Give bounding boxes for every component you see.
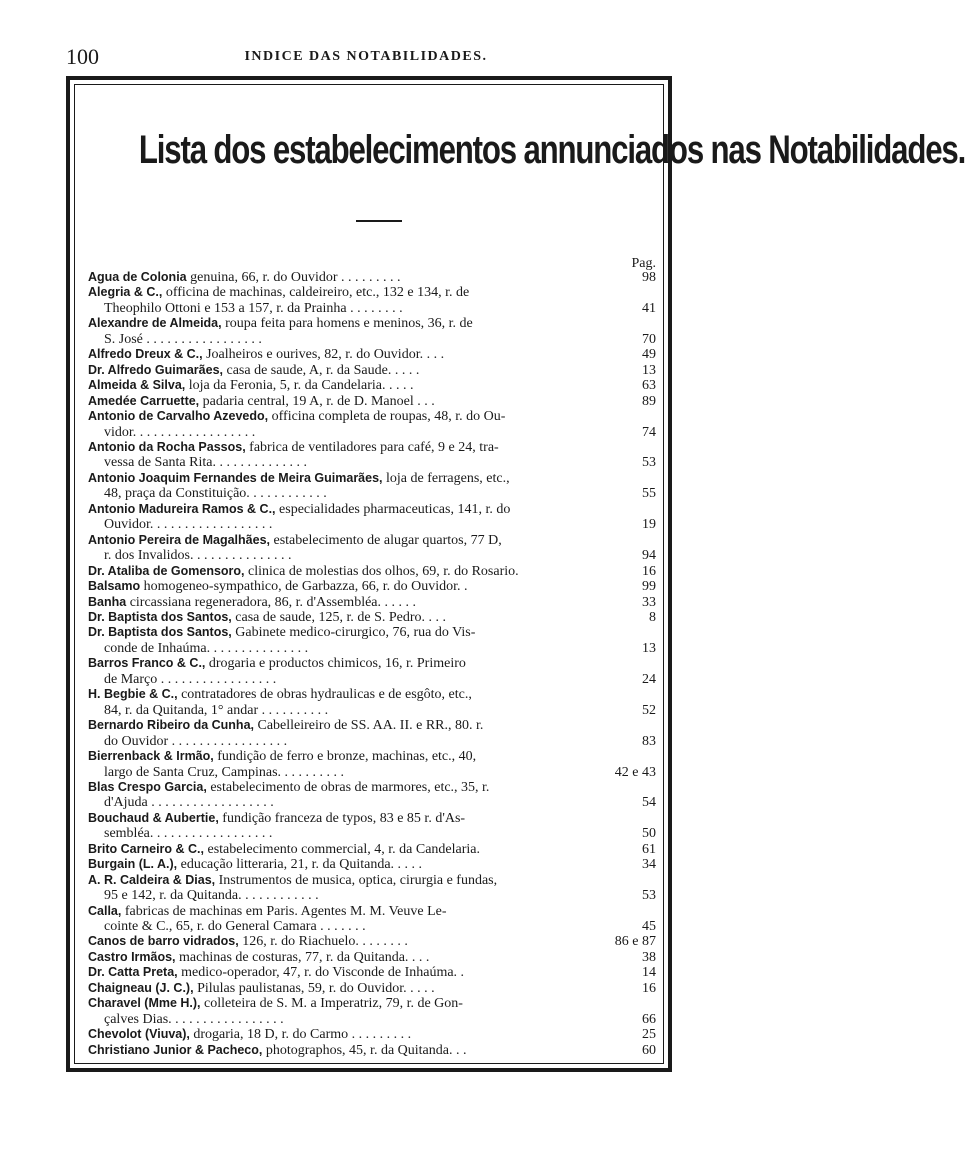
entry-name: Bouchaud & Aubertie, [88,810,219,825]
entry-name: Christiano Junior & Pacheco, [88,1042,263,1057]
index-entry [88,533,656,564]
entry-description: vessa de Santa Rita. . . . . . . . . . . . . . [104,455,307,471]
entry-line [88,780,632,795]
entry-page-number: 86 e 87 [614,934,656,950]
index-entry [88,687,656,718]
entry-text [88,842,642,857]
entry-name: Antonio da Rocha Passos, [88,439,246,454]
index-entry [88,502,656,533]
entry-line [88,888,632,903]
entry-description: loja da Feronia, 5, r. da Candelaria. . . . . [188,378,414,394]
entry-page-number: 94 [642,548,656,564]
entry-name: Bernardo Ribeiro da Cunha, [88,718,254,733]
entry-page-number: 66 [642,1011,656,1027]
entry-name: Alegria & C., [88,285,163,300]
entry-description: r. dos Invalidos. . . . . . . . . . . . . . . [104,548,292,564]
entry-text [88,363,642,378]
entry-description: 84, r. da Quitanda, 1° andar . . . . . . . . . . [104,702,329,718]
entry-description: Cabelleireiro de SS. AA. II. e RR., 80. r. [257,718,484,734]
entry-text [88,780,642,811]
entry-page-number: 55 [642,486,656,502]
index-entry [88,718,656,749]
entry-line [88,749,605,764]
entry-page-number: 16 [642,563,656,579]
entry-text [88,378,642,393]
list-title: Lista dos estabelecimentos annunciados nas Notabilidades. [138,128,965,172]
entry-name: A. R. Caldeira & Dias, [88,872,216,887]
entry-line [88,703,632,718]
entry-description: contratadores de obras hydraulicas e de esgôto, etc., [181,687,472,703]
entry-page-number: 49 [642,347,656,363]
entry-description: roupa feita para homens e meninos, 36, r. de [225,316,473,332]
entry-name: Almeida & Silva, [88,378,186,393]
entry-description: fundição franceza de typos, 83 e 85 r. d'As- [222,810,466,826]
entry-text [88,502,642,533]
index-entry [88,363,656,378]
entry-line [88,965,632,980]
entry-line [88,595,632,610]
entry-line [88,996,632,1011]
entry-description: S. José . . . . . . . . . . . . . . . . . [104,331,262,347]
entry-text [88,533,642,564]
entry-description: çalves Dias. . . . . . . . . . . . . . . . . [104,1011,284,1027]
entry-line [88,363,632,378]
entry-page-number: 38 [642,949,656,965]
entry-name: Bierrenback & Irmão, [88,749,214,764]
entry-name: Antonio Pereira de Magalhães, [88,532,270,547]
entry-line [88,440,632,455]
entry-name: Antonio de Carvalho Azevedo, [88,409,269,424]
entry-line [88,1012,632,1027]
entry-line [88,641,632,656]
entry-page-number: 45 [642,919,656,935]
entry-line [88,904,632,919]
entry-description: especialidades pharmaceuticas, 141, r. do [279,501,511,517]
entry-line [88,471,632,486]
entry-description: d'Ajuda . . . . . . . . . . . . . . . . . . [104,795,274,811]
entry-line [88,718,632,733]
entry-text [88,285,642,316]
index-entry [88,950,656,965]
entry-page-number: 41 [642,300,656,316]
entry-line [88,687,632,702]
entry-text [88,996,642,1027]
entry-description: photographos, 45, r. da Quitanda. . . [265,1042,467,1058]
index-entry [88,749,656,780]
entry-line [88,455,632,470]
entry-line [88,533,632,548]
entry-line [88,656,632,671]
entry-text [88,409,642,440]
entry-page-number: 53 [642,455,656,471]
entry-description: homogeneo-sympathico, de Garbazza, 66, r. do Ouvidor. . [143,579,468,595]
entry-page-number: 74 [642,424,656,440]
entry-line [88,950,632,965]
entry-text [88,965,642,980]
entry-text [88,610,649,625]
page-number: 100 [66,44,99,69]
index-entry [88,1043,656,1058]
entry-page-number: 63 [642,378,656,394]
index-entry [88,656,656,687]
entry-description: casa de saude, A, r. da Saude. . . . . [226,362,420,378]
entry-description: educação litteraria, 21, r. da Quitanda. . . . . [180,857,423,873]
entry-line [88,672,632,687]
entry-text [88,1043,642,1058]
entry-description: officina de machinas, caldeireiro, etc., 132 e 134, r. de [165,285,470,301]
entry-name: H. Begbie & C., [88,687,178,702]
entry-line [88,502,632,517]
entry-line [88,873,632,888]
entry-line [88,548,632,563]
index-entry [88,625,656,656]
index-entry [88,285,656,316]
entry-line [88,270,632,285]
entry-page-number: 24 [642,671,656,687]
entry-line [88,579,632,594]
entry-text [88,564,642,579]
entry-description: Instrumentos de musica, optica, cirurgia e fundas, [218,872,498,888]
entry-line [88,826,632,841]
entry-page-number: 19 [642,517,656,533]
entry-description: conde de Inhaúma. . . . . . . . . . . . . . . [104,640,309,656]
entry-description: Pilulas paulistanas, 59, r. do Ouvidor. . . . . [197,980,435,996]
entry-name: Chevolot (Viuva), [88,1027,190,1042]
entry-line [88,316,632,331]
entry-page-number: 99 [642,579,656,595]
index-entry [88,811,656,842]
entry-text [88,579,642,594]
title-rule [356,220,402,222]
entry-name: Banha [88,594,127,609]
entry-name: Calla, [88,903,122,918]
entry-line [88,394,632,409]
entry-text [88,656,642,687]
entry-page-number: 89 [642,393,656,409]
index-entry [88,378,656,393]
entry-name: Charavel (Mme H.), [88,996,201,1011]
running-title: INDICE DAS NOTABILIDADES. [244,49,488,64]
index-entry [88,471,656,502]
entry-name: Dr. Catta Preta, [88,965,178,980]
entry-line [88,486,632,501]
page-column-header: Pag. [631,256,656,271]
entry-name: Burgain (L. A.), [88,857,178,872]
entry-name: Dr. Alfredo Guimarães, [88,362,223,377]
entry-description: 48, praça da Constituição. . . . . . . . . . . . [104,486,327,502]
entry-page-number: 54 [642,795,656,811]
entry-description: do Ouvidor . . . . . . . . . . . . . . . . . [104,733,288,749]
entry-page-number: 60 [642,1042,656,1058]
entry-description: 126, r. do Riachuelo. . . . . . . . [242,934,408,950]
entry-text [88,471,642,502]
entry-line [88,842,632,857]
entry-text [88,749,615,780]
entry-description: officina completa de roupas, 48, r. do Ou- [271,409,506,425]
entry-text [88,440,642,471]
entry-page-number: 16 [642,980,656,996]
index-entry [88,347,656,362]
entry-description: padaria central, 19 A, r. de D. Manoel . . . [202,393,435,409]
entry-description: Joalheiros e ourives, 82, r. do Ouvidor. . . . [206,347,445,363]
entry-name: Brito Carneiro & C., [88,841,204,856]
entry-line [88,919,632,934]
entry-line [88,734,632,749]
index-entry [88,934,656,949]
entry-text [88,718,642,749]
entry-description: machinas de costuras, 77, r. da Quitanda. . . . [179,949,430,965]
index-entry [88,965,656,980]
entry-name: Barros Franco & C., [88,656,206,671]
entry-text [88,394,642,409]
entry-description: fabricas de machinas em Paris. Agentes M. M. Veuve Le- [124,903,447,919]
entry-text [88,981,642,996]
entry-line [88,1043,632,1058]
index-entry [88,316,656,347]
entry-page-number: 34 [642,857,656,873]
index-entry [88,981,656,996]
entry-description: colleteira de S. M. a Imperatriz, 79, r. de Gon- [204,996,463,1012]
index-entry [88,780,656,811]
entry-description: drogaria, 18 D, r. do Carmo . . . . . . . . . [193,1027,412,1043]
entry-text [88,1027,642,1042]
entry-description: largo de Santa Cruz, Campinas. . . . . . . . . . [104,764,345,780]
entry-line [88,795,632,810]
entry-line [88,347,632,362]
entry-description: vidor. . . . . . . . . . . . . . . . . . [104,424,256,440]
entry-description: drogaria e productos chimicos, 16, r. Primeiro [208,656,466,672]
entry-text [88,687,642,718]
entry-description: genuina, 66, r. do Ouvidor . . . . . . . . . [190,270,401,285]
entry-text [88,934,615,949]
entry-name: Dr. Baptista dos Santos, [88,609,232,624]
entry-description: fundição de ferro e bronze, machinas, etc., 40, [217,749,477,765]
entry-description: estabelecimento commercial, 4, r. da Candelaria. [207,841,480,857]
index-entry [88,270,656,285]
entry-line [88,1027,632,1042]
entry-name: Canos de barro vidrados, [88,934,239,949]
entry-line [88,934,605,949]
entry-text [88,811,642,842]
entry-line [88,811,632,826]
entry-page-number: 13 [642,362,656,378]
entry-line [88,625,632,640]
entry-name: Amedée Carruette, [88,393,200,408]
entry-text [88,625,642,656]
entry-name: Antonio Joaquim Fernandes de Meira Guimarães, [88,470,383,485]
entry-page-number: 61 [642,841,656,857]
entry-name: Alfredo Dreux & C., [88,347,203,362]
entry-description: sembléa. . . . . . . . . . . . . . . . . . [104,826,273,842]
index-entry [88,564,656,579]
entry-name: Chaigneau (J. C.), [88,980,194,995]
index-entry [88,1027,656,1042]
entry-description: estabelecimento de obras de marmores, etc., 35, r. [210,779,490,795]
entry-name: Dr. Ataliba de Gomensoro, [88,563,245,578]
entry-text [88,270,642,285]
index-entry [88,996,656,1027]
entry-page-number: 70 [642,331,656,347]
entry-page-number: 53 [642,888,656,904]
index-entry [88,595,656,610]
entry-line [88,610,639,625]
entry-line [88,332,632,347]
entry-page-number: 13 [642,640,656,656]
entry-page-number: 42 e 43 [614,764,656,780]
entry-line [88,409,632,424]
entry-line [88,378,632,393]
entry-line [88,981,632,996]
entry-description: 95 e 142, r. da Quitanda. . . . . . . . . . . . [104,888,319,904]
entry-description: de Março . . . . . . . . . . . . . . . . . [104,671,277,687]
entry-description: clinica de molestias dos olhos, 69, r. do Rosario. [248,563,519,579]
index-entry [88,409,656,440]
index-entry [88,857,656,872]
entry-page-number: 14 [642,965,656,981]
entry-text [88,347,642,362]
entry-name: Castro Irmãos, [88,949,176,964]
entry-line [88,425,632,440]
entry-text [88,857,642,872]
entry-page-number: 8 [649,609,656,625]
running-head [66,44,666,72]
entry-description: cointe & C., 65, r. do General Camara . . . . . . . [104,919,366,935]
entry-page-number: 50 [642,826,656,842]
entry-line [88,517,632,532]
index-entry [88,610,656,625]
index-entry [88,440,656,471]
entry-name: Blas Crespo Garcia, [88,779,207,794]
establishment-list [88,270,656,1058]
entry-page-number: 25 [642,1027,656,1043]
entry-page-number: 83 [642,733,656,749]
entry-description: loja de ferragens, etc., [386,470,510,486]
index-entry [88,842,656,857]
entry-line [88,765,605,780]
entry-name: Balsamo [88,579,141,594]
entry-description: Ouvidor. . . . . . . . . . . . . . . . . . [104,517,273,533]
entry-line [88,857,632,872]
entry-line [88,301,632,316]
entry-description: medico-operador, 47, r. do Visconde de Inhaúma. . [181,965,465,981]
entry-description: casa de saude, 125, r. de S. Pedro. . . . [235,609,447,625]
entry-page-number: 52 [642,702,656,718]
index-entry [88,873,656,904]
entry-name: Agua de Colonia [88,270,187,284]
entry-page-number: 33 [642,594,656,610]
entry-description: Theophilo Ottoni e 153 a 157, r. da Prainha . . . . . . . . [104,300,403,316]
index-entry [88,904,656,935]
entry-description: estabelecimento de alugar quartos, 77 D, [273,532,502,548]
entry-text [88,316,642,347]
entry-text [88,873,642,904]
entry-description: circassiana regeneradora, 86, r. d'Assembléa. . . . . . [129,594,417,610]
entry-name: Antonio Madureira Ramos & C., [88,501,276,516]
entry-description: fabrica de ventiladores para café, 9 e 24, tra- [249,439,499,455]
entry-page-number: 98 [642,270,656,285]
index-entry [88,394,656,409]
entry-text [88,904,642,935]
entry-text [88,595,642,610]
entry-description: Gabinete medico-cirurgico, 76, rua do Vis- [235,625,476,641]
entry-name: Dr. Baptista dos Santos, [88,625,232,640]
entry-name: Alexandre de Almeida, [88,316,222,331]
entry-text [88,950,642,965]
entry-line [88,285,632,300]
index-entry [88,579,656,594]
entry-line [88,564,632,579]
